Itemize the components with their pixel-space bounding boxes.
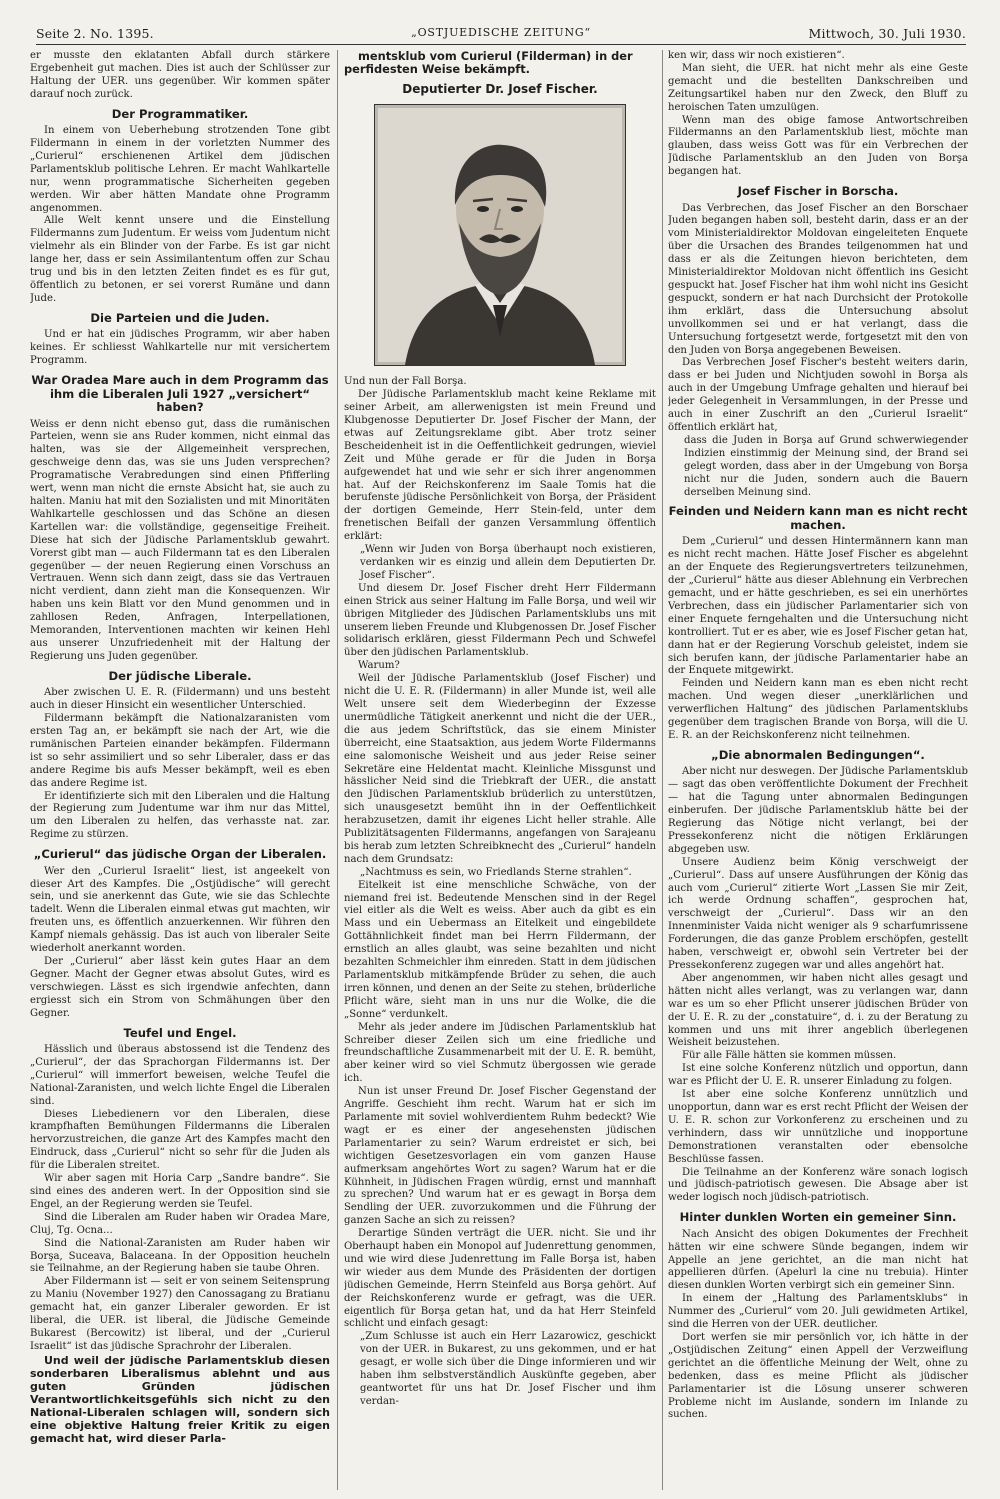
paragraph: Weiss er denn nicht ebenso gut, dass die rumänischen Parteien, wenn sie ans Ruder kommen, nicht einmal das halten, was sie der Allgemeinheit versprechen, geschweige denn das, was sie uns Juden versprechen? Programatische Verabredungen sind einen Pfifferling wert, wenn man nicht die ernste Absicht hat, sie auch zu halten. Maniu hat mit den Sozialisten und mit Minoritäten Wahlkartelle geschlossen und das Schöne an diesen Kartellen war: die vollständige, gegenseitige Freiheit. Diese hat sich der Jüdische Parlamentsklub gewahrt. Vorerst gibt man — auch Fildermann tat es den Liberalen gegenüber — der neuen Regierung einen Vorschuss an Vertrauen. Wenn sich dann zeigt, dass sie das Vertrauen nicht verdient, dann zieht man die Konsequenzen. Wir haben uns kein Blatt vor den Mund genommen und in zahllosen Reden, Anfragen, Interpellationen, Memoranden, Interventionen machten wir keinen Hehl aus unserer Unzufriedenheit mit der Haltung der Regierung uns Juden gegenüber. [30, 418, 330, 662]
paragraph: Ist aber eine solche Konferenz unnützlich und unopportun, dann war es erst recht Pflicht der Weisen der U. E. R. schon zur Vorkonferenz zu erscheinen und zu verhindern, dass wir unnützliche und inopportune Demonstrationen veranstalten oder ebensolche Beschlüsse fassen. [668, 1089, 968, 1165]
paragraph: Der Jüdische Parlamentsklub macht keine Reklame mit seiner Arbeit, am allerwenigsten ist mein Freund und Klubgenosse Deputierter Dr. Josef Fischer der Mann, der etwas auf Zeitungsreklame gibt. Aber trotz seiner Bescheidenheit ist in die Oeffentlichkeit gedrungen, wieviel Zeit und Mühe gerade er für die Juden in Borşa aufgewendet hat und wie sehr er sich ihrer angenommen hat. Auf der Reichskonferenz im Saale Tomis hat die berufenste jüdische Persönlichkeit von Borşa, der Präsident der dortigen Gemeinde, Herr Stein-feld, unter dem frenetischen Beifall der ganzen Versammlung öffentlich erklärt: [344, 389, 656, 543]
paragraph: Fildermann bekämpft die Nationalzaranisten vom ersten Tag an, er bekämpft sie nach der Art, wie die rumänischen Parteien einander bekämpfen. Fildermann ist so sehr assimiliert und so sehr Liberaler, dass er das andere Regime bis aufs Messer bekämpft, weil es eben das andere Regime ist. [30, 713, 330, 789]
section-heading: Die Parteien und die Juden. [90, 310, 270, 325]
paragraph: In einem von Ueberhebung strotzenden Tone gibt Fildermann in einem in der vorletzten Nummer des „Curierul“ erschienenen Artikel dem jüdischen Parlamentsklub politische Lehren. Er macht Wahlkartelle nur, wenn programmatische Sicherheiten gegeben werden. Wir aber hätten Mandate ohne Programm angenommen. [30, 125, 330, 214]
quotation: „Wenn wir Juden von Borşa überhaupt noch existieren, verdanken wir es einzig und allein dem Deputierten Dr. Josef Fischer“. [360, 544, 656, 581]
paragraph: Weil der Jüdische Parlamentsklub (Josef Fischer) und nicht die U. E. R. (Fildermann) in aller Munde ist, weil alle Welt unsere seit dem Wiederbeginn der Exzesse unermüdliche Tätigkeit anerkennt und nicht die der UER., die aus jedem Schriftstück, das sie einem Minister überreicht, eine Staatsaktion, aus jedem Worte Fildermanns eine salomonische Weisheit und aus jeder Reise seiner Sekretäre eine Heldentat macht. Kleinliche Missgunst und hässlicher Neid sind die Triebkraft der UER., die anstatt den Jüdischen Parlamentsklub brüderlich zu unterstützen, sich unausgesetzt bemüht ihn in der Oeffentlichkeit herabzusetzen, damit ihr eigenes Licht heller strahle. Alle Publizitätsagenten Fildermanns, angefangen von Sarajeanu bis herab zum letzten Schreibknecht des „Curierul“ handeln nach dem Grundsatz: [344, 673, 656, 865]
paragraph: Wir aber sagen mit Horia Carp „Sandre bandre“. Sie sind eines des anderen wert. In der Opposition sind sie Engel, an der Regierung werden sie Teufel. [30, 1173, 330, 1210]
paragraph: Unsere Audienz beim König verschweigt der „Curierul“. Dass auf unsere Ausführungen der König das auch vom „Curierul“ zitierte Wort „Lassen Sie mir Zeit, ich werde Ordnung schaffen“, gesprochen hat, verschweigt der „Curierul“. Dass wir an den Innenminister Vaida nicht weniger als 9 scharfumrissene Forderungen, die das ganze Problem erschöpfen, gestellt haben, verschweigt er, obwohl sein Vertreter bei der Pressekonferenz zugegen war und alles angehört hat. [668, 856, 968, 971]
portrait-illustration [375, 105, 625, 365]
paragraph: Aber angenommen, wir haben nicht alles gesagt und hätten nicht alles verlangt, was zu verlangen war, dann war es um so eher Pflicht unserer jüdischen Brüder von der U. E. R. zu der „constatuire“, d. i. zu der Beratung zu kommen und uns mit ihrer angeblich überlegenen Weisheit beizustehen. [668, 972, 968, 1049]
newspaper-title: „OSTJUEDISCHE ZEITUNG“ [411, 26, 591, 39]
paragraph: ken wir, dass wir noch existieren“. [668, 50, 845, 61]
issue-date: Mittwoch, 30. Juli 1930. [808, 26, 966, 41]
section-heading: „Curierul“ das jüdische Organ der Liberalen. [33, 847, 327, 862]
paragraph: Man sieht, die UER. hat nicht mehr als eine Geste gemacht und die bestellten Dankschreiben und Zeitungsartikel haben nur den Zweck, den Bluff zu heroischen Taten umzulügen. [668, 62, 968, 113]
paragraph: Wenn man des obige famose Antwortschreiben Fildermanns an den Parlamentsklub liest, möchte man glauben, dass weiss Gott was für ein Verbrechen der Jüdische Parlamentsklub an den Juden von Borşa begangen hat. [668, 114, 968, 178]
page-header [36, 22, 966, 45]
paragraph: Das Verbrechen Josef Fischer's besteht weiters darin, dass er bei Juden und Nichtjuden sowohl in Borşa als auch in der Umgebung Umfrage gehalten und hierauf bei jeder Gelegenheit in Versammlungen, in der Presse und auch in einer Zuschrift an den „Curierul Israelit“ öffentlich erklärt hat, [668, 357, 968, 433]
paragraph: Derartige Sünden verträgt die UER. nicht. Sie und ihr Oberhaupt haben ein Monopol auf Judenrettung genommen, und wie wird diese Judenrettung im Falle Borşa ist, haben wir wieder aus dem Munde des Präsidenten der dortigen jüdischen Gemeinde, Herrn Steinfeld aus Borşa gehört. Auf der Reichskonferenz wurde er gefragt, was die UER. eigentlich für Borşa getan hat, und da hat Herr Steinfeld schlicht und einfach gesagt: [344, 1228, 656, 1330]
column-2 [344, 50, 656, 1490]
paragraph: Ist eine solche Konferenz nützlich und opportun, dann war es Pflicht der U. E. R. unserer Einladung zu folgen. [668, 1063, 968, 1088]
column-rule [662, 50, 663, 1490]
section-heading: Hinter dunklen Worten ein gemeiner Sinn. [679, 1210, 957, 1225]
portrait-photo [374, 104, 626, 366]
paragraph: Feinden und Neidern kann man es eben nicht recht machen. Und wegen dieser „unerklärlichen und verwerflichen Haltung“ des jüdischen Parlamentsklubs gegenüber dem tragischen Brande von Borşa, will die U. E. R. an der Reichskonferenz nicht teilnehmen. [668, 678, 968, 741]
paragraph: In einem der „Haltung des Parlamentsklubs“ in Nummer des „Curierul“ vom 20. Juli gewidmeten Artikel, sind die Herren von der UER. deutlicher. [668, 1293, 968, 1331]
paragraph: Alle Welt kennt unsere und die Einstellung Fildermanns zum Judentum. Er weiss vom Judentum nicht vielmehr als ein Blinder von der Farbe. Es ist gar nicht lange her, dass er sein Assimilantentum offen zur Schau trug und bis in den letzten Zeiten findet es es für gut, öffentlich zu betonen, er sei vorerst Rumäne und dann Jude. [30, 215, 330, 304]
section-heading: Teufel und Engel. [123, 1025, 237, 1040]
paragraph: Wer den „Curierul Israelit“ liest, ist angeekelt von dieser Art des Kampfes. Die „Ostjüdische“ will gerecht sein, und sie anerkennt das Gute, wie sie das Schlechte tadelt. Wenn die Liberalen einmal etwas gut machten, wir freuten uns, es öffentlich anzuerkennen. Wir führen den Kampf niemals gehässig. Das ist auch von liberaler Seite wiederholt anerkannt worden. [30, 865, 330, 955]
paragraph: Hässlich und überaus abstossend ist die Tendenz des „Curierul“, der das Sprachorgan Fildermanns ist. Der „Curierul“ will immerfort beweisen, welche Teufel die National-Zaranisten, und welch lichte Engel die Liberalen sind. [30, 1044, 330, 1107]
paragraph: Für alle Fälle hätten sie kommen müssen. [682, 1050, 897, 1062]
paragraph: Der „Curierul“ aber lässt kein gutes Haar an dem Gegner. Macht der Gegner etwas absolut Gutes, wird es verschwiegen. Lässt es sich irgendwie anfechten, dann ergiesst sich ein Strom von Schmähungen über den Gegner. [30, 955, 330, 1019]
paragraph: er musste den eklatanten Abfall durch stärkere Ergebenheit gut machen. Dies ist auch der Schlüsser zur Haltung der UER. uns gegenüber. Wir kommen später darauf noch zurück. [30, 50, 330, 100]
paragraph: Mehr als jeder andere im Jüdischen Parlamentsklub hat Schreiber dieser Zeilen sich um eine friedliche und freundschaftliche Zusammenarbeit mit der U. E. R. bemüht, aber keiner wird so viel Schmutz übergossen wie gerade ich. [344, 1021, 656, 1085]
quotation: „Zum Schlusse ist auch ein Herr Lazarowicz, geschickt von der UER. in Bukarest, zu uns gekommen, und er hat gesagt, er wolle sich über die Dinge informieren und wir haben ihm selbstverständlich Auskünfte gegeben, aber geantwortet für uns hat Dr. Josef Fischer und ihm verdan- [360, 1331, 656, 1407]
section-heading: Feinden und Neidern kann man es nicht recht machen. [668, 504, 968, 532]
section-heading: Josef Fischer in Borscha. [737, 184, 899, 199]
quotation: „Nachtmuss es sein, wo Friedlands Sterne strahlen“. [360, 866, 632, 878]
paragraph: Das Verbrechen, das Josef Fischer an den Borschaer Juden begangen haben soll, besteht darin, dass er an der vom Ministerialdirektor Moldovan eingeleiteten Enquete über die Ursachen des Brandes teilgenommen hat und dass er als die Zeitungen hievon berichteten, dem Ministerialdirektor Moldovan nicht öffentlich ins Gesicht gespuckt hat. Josef Fischer hat ihm wohl nicht ins Gesicht gespuckt, sondern er hat nach Durchsicht der Protokolle ihm erklärt, dass die Untersuchung absolut unvollkommen sei und er hat verlangt, dass die Untersuchung fortgesetzt werde, fortgesetzt mit den von den Juden von Borşa angegebenen Beweisen. [668, 202, 968, 356]
quotation: dass die Juden in Borşa auf Grund schwerwiegender Indizien einstimmig der Meinung sind, der Brand sei gelegt worden, dass aber in der Umgebung von Borşa nicht nur die Juden, sondern auch die Bauern derselben Meinung sind. [684, 434, 968, 498]
paragraph: Und er hat ein jüdisches Programm, wir aber haben keines. Er schliesst Wahlkartelle nur mit versichertem Programm. [30, 329, 330, 367]
paragraph: Dem „Curierul“ und dessen Hintermännern kann man es nicht recht machen. Hätte Josef Fischer es abgelehnt an der Enquete des Regierungsvertreters teilzunehmen, der „Curierul“ hätte aus dieser Ablehnung ein Verbrechen gemacht, und er hätte geschrieben, es sei ein unerhörtes Verbrechen, dass ein jüdischer Parlamentarier sich von einer Enquete ferngehalten und die Untersuchung nicht kontrolliert. Tut er es aber, wie es Josef Fischer getan hat, dann hat er der Regierung Vorschub geleistet, indem sie sich berufen kann, der jüdische Parlamentarier habe an der Enquete mitgewirkt. [668, 536, 968, 677]
paragraph: Dieses Liebedienern vor den Liberalen, diese krampfhaften Bemühungen Fildermanns die Liberalen hervorzustreichen, die ganze Art des Kampfes macht den Eindruck, dass „Curierul“ nicht so sehr für die Juden als für die Liberalen streitet. [30, 1108, 330, 1172]
paragraph: Und diesem Dr. Josef Fischer dreht Herr Fildermann einen Strick aus seiner Haltung im Falle Borşa, und weil wir übrigen Mitglieder des Jüdischen Parlamentsklubs uns mit unserem lieben Freunde und Klubgenossen Dr. Josef Fischer solidarisch erklären, giesst Fildermann Pech und Schwefel über den jüdischen Parlamentsklub. [344, 582, 656, 659]
paragraph: Nach Ansicht des obigen Dokumentes der Frechheit hätten wir eine schwere Sünde begangen, indem wir Appelle an jene gerichtet, an die man nicht hat appellieren dürfen. (Apelurl la cine nu trebuia). Hinter diesen dunklen Worten verbirgt sich ein gemeiner Sinn. [668, 1228, 968, 1292]
continued-bold-lead: mentsklub vom Curierul (Filderman) in der perfidesten Weise bekämpft. [344, 50, 633, 77]
column-rule [337, 50, 338, 1490]
paragraph: Aber zwischen U. E. R. (Fildermann) und uns besteht auch in dieser Hinsicht ein wesentlicher Unterschied. [30, 687, 330, 712]
paragraph: Sind die National-Zaranisten am Ruder haben wir Borşa, Suceava, Balaceana. In der Opposition heucheln sie Teilnahme, an der Regierung haben sie taube Ohren. [30, 1237, 330, 1275]
bold-paragraph: Und weil der jüdische Parlamentsklub diesen sonderbaren Liberalismus ablehnt und aus guten Gründen jüdischen Verantwortlichkeitsgefühls sich nicht zu den National-Liberalen schlagen will, sondern sich eine objektive Haltung freier Kritik zu eigen gemacht hat, wird dieser Parla- [30, 1353, 330, 1445]
section-heading: „Die abnormalen Bedingungen“. [711, 747, 925, 762]
paragraph: Aber nicht nur deswegen. Der Jüdische Parlamentsklub — sagt das oben veröffentlichte Dokument der Frechheit — hat die Tagung unter abnormalen Bedingungen einberufen. Der jüdische Parlamentsklub hätte bei der Regierung das Nötige nicht verlangt, bei der Pressekonferenz nicht die nötigen Erklärungen abgegeben usw. [668, 766, 968, 855]
paragraph: Die Teilnahme an der Konferenz wäre sonach logisch und jüdisch-patriotisch gewesen. Die Absage aber ist weder logisch noch jüdisch-patriotisch. [668, 1166, 968, 1204]
paragraph: Warum? [358, 660, 400, 672]
photo-caption: Und nun der Fall Borşa. [344, 376, 467, 388]
section-heading: War Oradea Mare auch in dem Programm das ihm die Liberalen Juli 1927 „versichert“ haben? [31, 373, 329, 415]
column-1 [30, 50, 330, 1490]
paragraph: Er identifizierte sich mit den Liberalen und die Haltung der Regierung zum Judentume war ihm nur das Mittel, um den Liberalen zu helfen, das verhasste nat. zar. Regime zu stürzen. [30, 790, 330, 841]
paragraph: Eitelkeit ist eine menschliche Schwäche, von der niemand frei ist. Bedeutende Menschen sind in der Regel viel eitler als die Welt es weiss. Aber auch da gibt es ein Mass und ein Uebermass an Eitelkeit und eingebildete Gottähnlichkeit findet man bei Herrn Fildermann, der ernstlich an alles glaubt, was seine bezahlten und nicht bezahlten Schmeichler ihm einreden. Statt in dem jüdischen Parlamentsklub mitkämpfende Brüder zu sehen, die auch irren können, und denen an der Seite zu stehen, brüderliche Pflicht wäre, sieht man in uns nur die Wolke, die die „Sonne“ verdunkelt. [344, 879, 656, 1020]
paragraph: Aber Fildermann ist — seit er von seinem Seitensprung zu Maniu (November 1927) den Canossagang zu Bratianu gemacht hat, ein ganzer Liberaler geworden. Er ist liberal, die UER. ist liberal, die Jüdische Gemeinde Bukarest (Bercowitz) ist liberal, und der „Curierul Israelit“ ist das jüdische Sprachrohr der Liberalen. [30, 1276, 330, 1352]
paragraph: Dort werfen sie mir persönlich vor, ich hätte in der „Ostjüdischen Zeitung“ einen Appell der Verzweiflung gerichtet an die öffentliche Meinung der Welt, ohne zu bedenken, dass es meine Pflicht als jüdischer Parlamentarier ist die Lösung unserer schweren Probleme nicht im Auslande, sondern im Inlande zu suchen. [668, 1331, 968, 1421]
section-heading: Der jüdische Liberale. [108, 668, 252, 683]
column-3 [668, 50, 968, 1490]
paragraph: Sind die Liberalen am Ruder haben wir Oradea Mare, Cluj, Tg. Ocna... [30, 1211, 330, 1236]
page-number-issue: Seite 2. No. 1395. [36, 26, 154, 41]
section-heading: Deputierter Dr. Josef Fischer. [402, 81, 598, 96]
section-heading: Der Programmatiker. [111, 106, 249, 121]
paragraph: Nun ist unser Freund Dr. Josef Fischer Gegenstand der Angriffe. Geschieht ihm recht. Warum hat er sich im Parlamente mit soviel wohlverdientem Ruhm bedeckt? Wie wagt er es einer der angesehensten jüdischen Parlamentarier zu sein? Warum erdreistet er sich, bei wichtigen Gesetzesvorlagen ein vom ganzen Hause aufmerksam angehörtes Wort zu sagen? Warum hat er die Kühnheit, in Jüdischen Fragen würdig, ernst und mannhaft zu sprechen? Und warum hat er es gewagt in Borşa dem Sendling der UER. zuvorzukommen und die Führung der ganzen Sache an sich zu reissen? [344, 1086, 656, 1227]
